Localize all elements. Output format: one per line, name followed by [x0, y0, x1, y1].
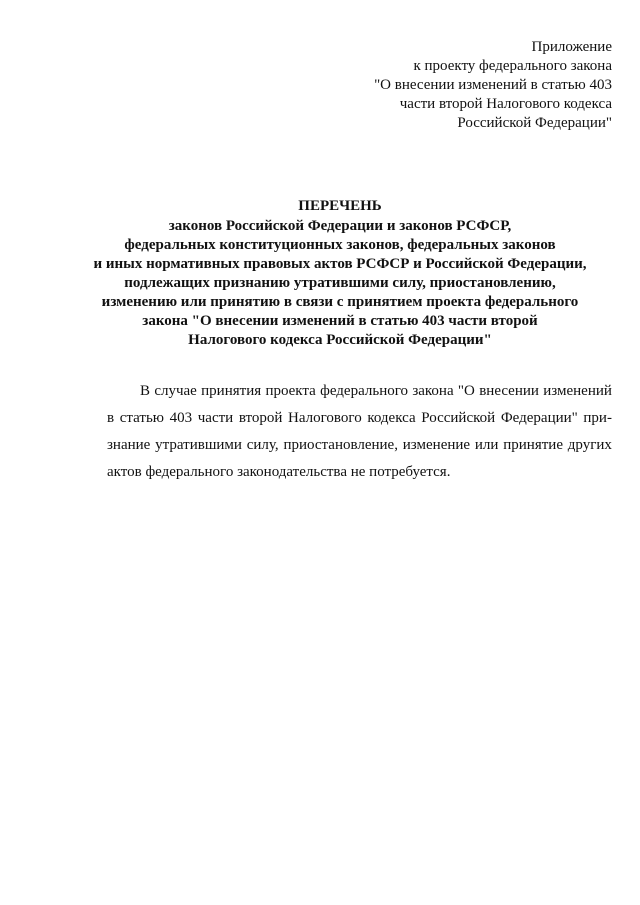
appendix-line: части второй Налогового кодекса — [399, 96, 612, 112]
word: "О — [457, 383, 475, 399]
word: приостановление, — [283, 437, 398, 453]
body-line — [107, 405, 612, 432]
body-line — [107, 378, 612, 405]
word: второй — [238, 410, 283, 426]
word: утратившими — [155, 437, 242, 453]
word: внесении — [479, 383, 539, 399]
document-title-block — [80, 197, 600, 350]
word: знание — [107, 437, 151, 453]
document-title: ПЕРЕЧЕНЬ — [298, 198, 382, 214]
word: силу, — [246, 437, 279, 453]
word: Российской — [421, 410, 496, 426]
title-line: и иных нормативных правовых актов РСФСР и Российской Федерации, — [93, 256, 587, 272]
word: других — [567, 437, 612, 453]
word: изменение — [402, 437, 471, 453]
word: принятие — [503, 437, 563, 453]
word: изменений — [543, 383, 612, 399]
word: или — [474, 437, 499, 453]
title-line: закона "О внесении изменений в статью 403 части второй — [142, 313, 538, 329]
title-line: законов Российской Федерации и законов РСФСР, — [168, 218, 512, 234]
word: принятия — [201, 383, 262, 399]
word: статью — [119, 410, 164, 426]
word: федерального — [320, 383, 408, 399]
word: случае — [154, 383, 197, 399]
word: В — [140, 383, 151, 399]
word: 403 — [169, 410, 193, 426]
appendix-line: "О внесении изменений в статью 403 — [374, 77, 612, 93]
title-line: подлежащих признанию утратившими силу, приостановлению, — [124, 275, 556, 291]
word: закона — [412, 383, 454, 399]
appendix-header — [312, 38, 612, 133]
appendix-line: Российской Федерации" — [457, 115, 612, 131]
body-line — [107, 432, 612, 459]
appendix-line: Приложение — [531, 39, 612, 55]
word: кодекса — [367, 410, 416, 426]
word: проекта — [265, 383, 316, 399]
appendix-line: к проекту федерального закона — [413, 58, 612, 74]
body-paragraph — [107, 378, 612, 486]
word: части — [197, 410, 234, 426]
word: при- — [583, 410, 612, 426]
title-line: федеральных конституционных законов, федеральных законов — [124, 237, 556, 253]
body-line: актов федерального законодательства не потребуется. — [107, 464, 451, 480]
word: Федерации" — [500, 410, 578, 426]
title-line: изменению или принятию в связи с принятием проекта федерального — [101, 294, 579, 310]
word: Налогового — [288, 410, 362, 426]
word: в — [107, 410, 115, 426]
title-line: Налогового кодекса Российской Федерации" — [188, 332, 492, 348]
